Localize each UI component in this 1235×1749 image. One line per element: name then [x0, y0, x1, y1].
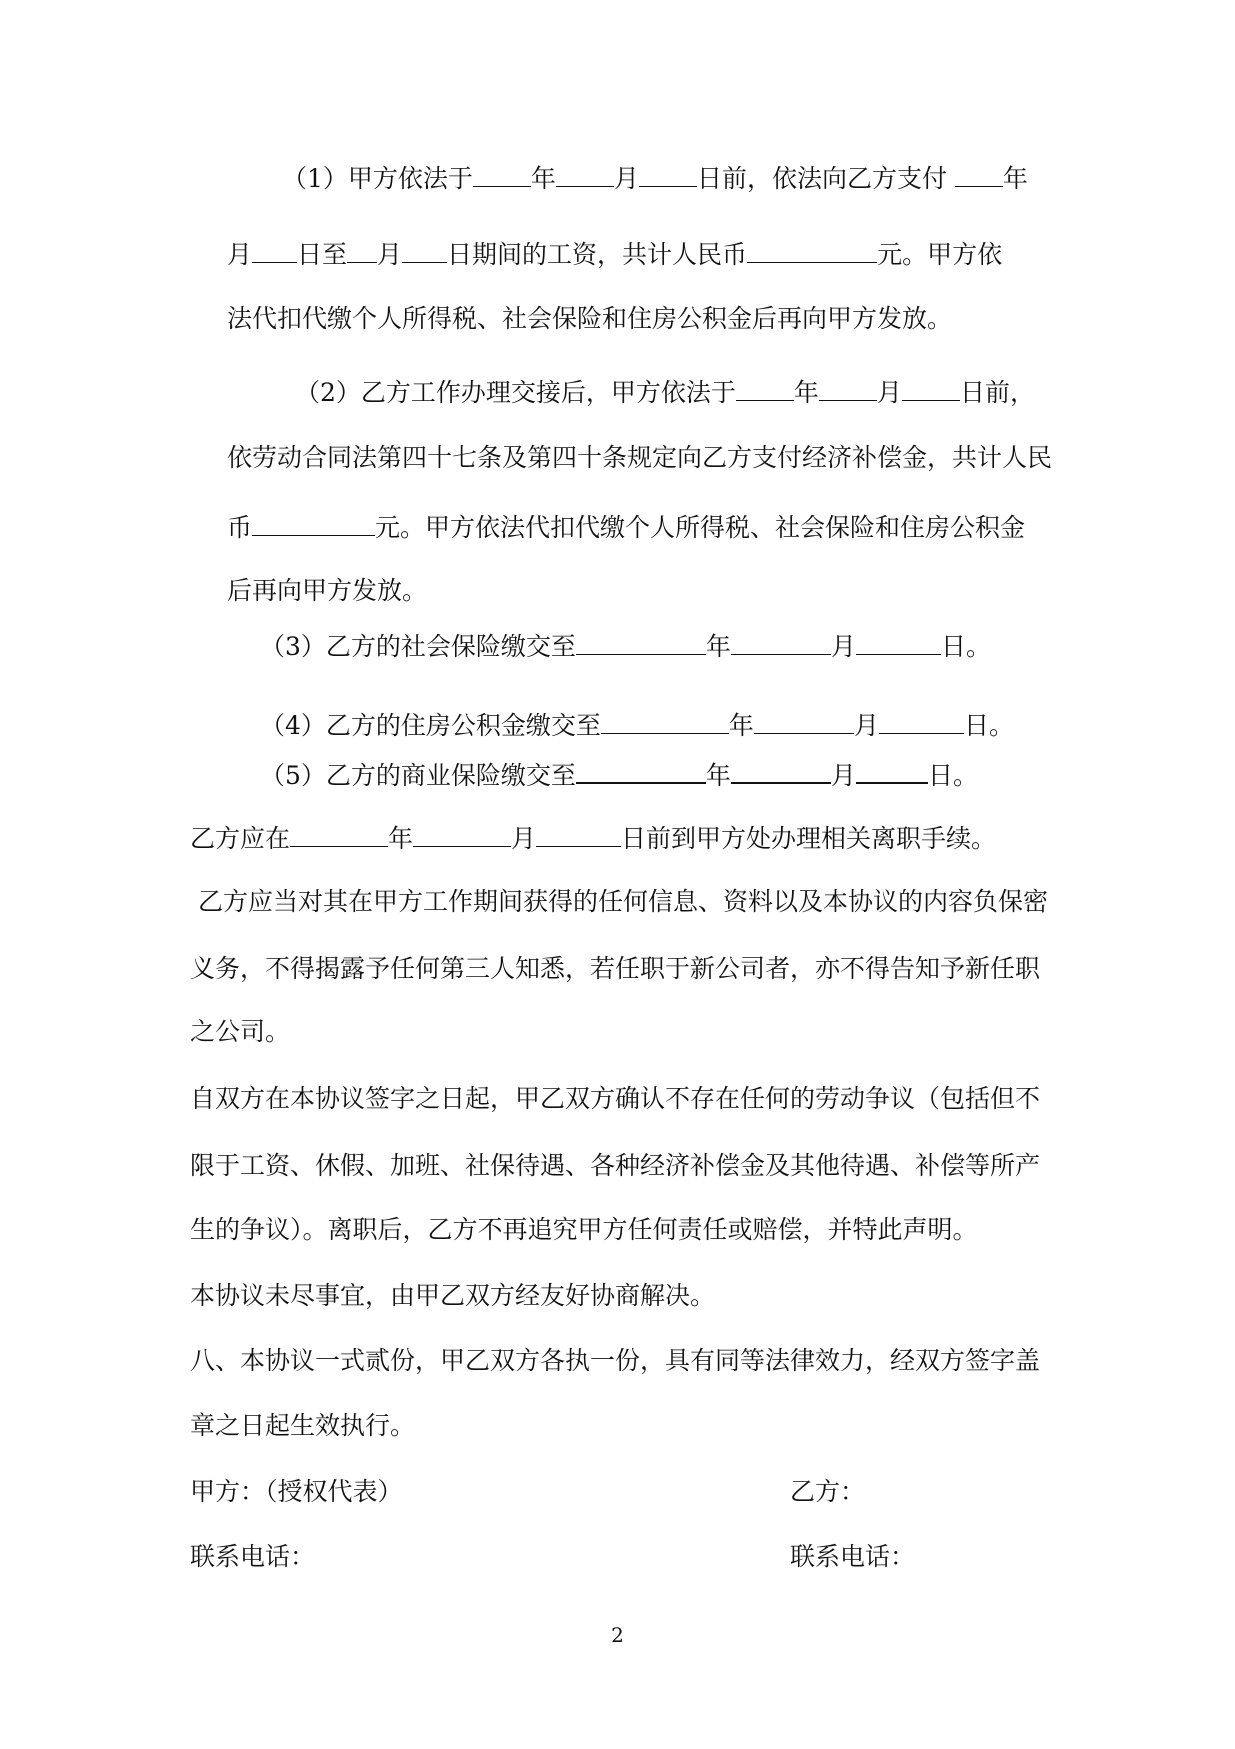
clause-4: （4）乙方的住房公积金缴交至 年 月 日。 — [260, 707, 1014, 739]
blank-field — [601, 707, 729, 734]
blank-field — [902, 374, 960, 401]
blank-field — [754, 707, 854, 734]
article-8-line-1: 八、本协议一式贰份，甲乙双方各执一份，具有同等法律效力，经双方签字盖 — [190, 1346, 1041, 1375]
blank-field — [413, 820, 511, 847]
clause-1-line-3: 法代扣代缴个人所得税、社会保险和住房公积金后再向甲方发放。 — [227, 304, 953, 333]
blank-field — [879, 707, 964, 734]
blank-field — [856, 756, 928, 784]
article-8-line-2: 章之日起生效执行。 — [190, 1411, 416, 1440]
blank-field — [290, 820, 388, 847]
blank-field — [856, 628, 941, 655]
no-dispute-line-1: 自双方在本协议签字之日起，甲乙双方确认不存在任何的劳动争议（包括但不 — [190, 1084, 1041, 1113]
clause-3: （3）乙方的社会保险缴交至 年 月 日。 — [260, 628, 991, 660]
blank-field — [473, 160, 531, 187]
blank-field — [576, 628, 706, 655]
confidentiality-line-1: 乙方应当对其在甲方工作期间获得的任何信息、资料以及本协议的内容负保密 — [198, 887, 1049, 916]
blank-field — [747, 236, 877, 263]
confidentiality-line-3: 之公司。 — [190, 1017, 291, 1046]
clause-2-line-2: 依劳动合同法第四十七条及第四十条规定向乙方支付经济补偿金，共计人民 — [227, 443, 1053, 472]
blank-field — [556, 160, 614, 187]
clause-2-line-4: 后再向甲方发放。 — [227, 576, 428, 605]
blank-field — [731, 756, 831, 784]
blank-field — [536, 820, 621, 847]
page-number: 2 — [611, 1623, 624, 1647]
party-a-phone-label: 联系电话： — [190, 1542, 316, 1571]
blank-field — [252, 509, 375, 536]
blank-field — [252, 236, 297, 263]
no-dispute-line-3: 生的争议）。离职后，乙方不再追究甲方任何责任或赔偿，并特此声明。 — [190, 1215, 978, 1244]
clause-5: （5）乙方的商业保险缴交至 年 月 日。 — [260, 756, 978, 788]
clause-1-line-1: （1）甲方依法于 年 月 日前，依法向乙方支付 年 — [282, 160, 1028, 192]
clause-1-line-2: 月 日至 月 日期间的工资，共计人民币 元。甲方依 — [227, 236, 1002, 268]
party-a-label: 甲方：（授权代表） — [190, 1477, 403, 1506]
blank-field — [819, 374, 877, 401]
blank-field — [347, 236, 377, 263]
unresolved-matters: 本协议未尽事宜，由甲乙双方经友好协商解决。 — [190, 1281, 716, 1310]
blank-field — [731, 628, 831, 655]
blank-field — [736, 374, 794, 401]
party-b-phone-label: 联系电话： — [790, 1542, 916, 1571]
clause-2-line-3: 币 元。甲方依法代扣代缴个人所得税、社会保险和住房公积金 — [227, 509, 1025, 541]
clause-2-line-1: （2）乙方工作办理交接后，甲方依法于 年 月 日前， — [295, 374, 1035, 406]
blank-field — [639, 160, 697, 187]
blank-field — [576, 756, 706, 784]
no-dispute-line-2: 限于工资、休假、加班、社保待遇、各种经济补偿金及其他待遇、补偿等所产 — [190, 1151, 1041, 1180]
confidentiality-line-2: 义务，不得揭露予任何第三人知悉，若任职于新公司者，亦不得告知予新任职 — [190, 954, 1041, 983]
blank-field — [955, 160, 1003, 187]
resignation-procedure: 乙方应在 年 月 日前到甲方处办理相关离职手续。 — [190, 820, 996, 852]
party-b-label: 乙方： — [790, 1477, 866, 1506]
blank-field — [402, 236, 447, 263]
